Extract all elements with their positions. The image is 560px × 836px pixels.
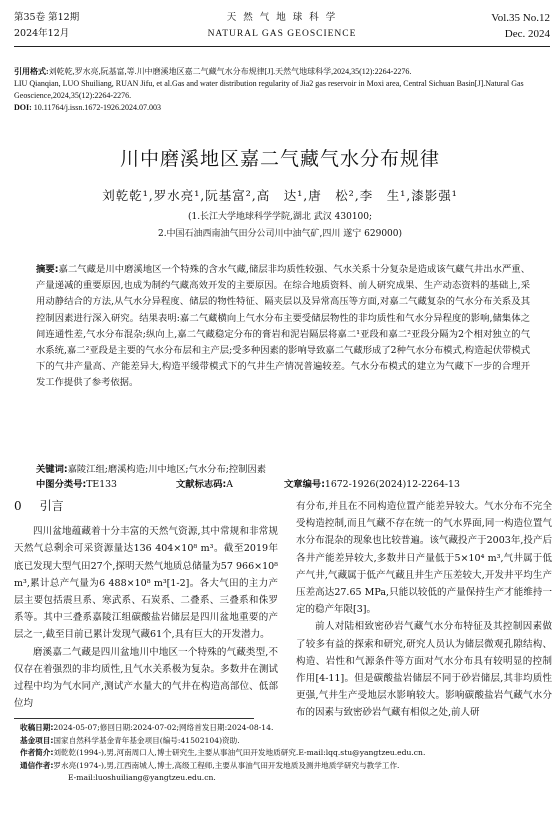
article-no-label: 文章编号: xyxy=(284,479,325,490)
header-right xyxy=(491,10,550,42)
body-paragraph: 磨溪嘉二气藏是四川盆地川中地区一个特殊的气藏类型,不仅存在着强烈的非均质性,且气水关系极为复杂。多数井在测试过程中均为气水同产,测试产水量大的气井在构造高部位、低部位均 xyxy=(14,646,278,710)
date-en: Dec. 2024 xyxy=(504,28,550,40)
journal-name-en: NATURAL GAS GEOSCIENCE xyxy=(207,29,357,39)
footnotes xyxy=(20,722,550,785)
clc-label: 中图分类号: xyxy=(36,479,87,490)
citation-en: LIU Qianqian, LUO Shuiliang, RUAN Jifu, et al.Gas and water distribution regularity of Jia2 gas reservoir in Moxi area, Central Sichuan Basin[J].Natural Gas Geoscience,2024,35(12):2264-2276. xyxy=(14,79,524,100)
citation-label: 引用格式: xyxy=(14,67,49,76)
footnote-text: E-mail:luoshuiliang@yangtzeu.edu.cn. xyxy=(68,773,216,783)
footnote-label: 基金项目: xyxy=(20,735,54,745)
footnote-label: 收稿日期: xyxy=(20,723,54,732)
footnote-label: 作者简介: xyxy=(20,748,54,758)
abstract-text: 嘉二气藏是川中磨溪地区一个特殊的含水气藏,储层非均质性较强、气水关系十分复杂是造成该气藏气井出水严重、产量递减的重要原因,也成为制约气藏高效开发的主要原因。在综合地质资料、前人研究成果、生产动态资料的基础上,采用动静结合的方法,从气水分异程度、储层的物性特征、隔夹层以及异常高压等方面,对嘉二气藏复杂的气水分布关系及其控制因素进行深入研究。结果表明:嘉二气藏横向上气水分布主要受储层物性的非均质性和气水分异程度的影响,储集体之间连通性差,气水分布混杂;纵向上,嘉二气藏稳定分布的膏岩和泥岩隔层将嘉二¹亚段和嘉二²亚段分隔为2个相对独立的气水系统,嘉二²亚段是主要的气水分布层和主产层;受多种因素的影响导致嘉二气藏形成了2种气水分布模式,构造起伏带模式下的气井产量高、产能差异大,构造平缓带模式下的气井生产情况普遍较差。气水分布模式的建立为气藏下一步的合理开发工作提供了参考依据。 xyxy=(36,264,530,389)
journal-name-cn: 天 然 气 地 球 科 学 xyxy=(226,12,338,23)
footnote-text: 2024-05-07;修回日期:2024-07-02;网络首发日期:2024-08-14. xyxy=(53,723,274,732)
affiliation-2: 2.中国石油西南油气田分公司川中油气矿,四川 遂宁 629000) xyxy=(157,229,403,239)
volume-cn: 第35卷 第12期 xyxy=(14,12,80,23)
doi-label: DOI: xyxy=(14,103,32,112)
article-meta xyxy=(36,462,530,492)
article-no-value: 1672-1926(2024)12-2264-13 xyxy=(324,479,460,490)
citation-cn: 刘乾乾,罗水亮,阮基富,等.川中磨溪地区嘉二气藏气水分布规律[J].天然气地球科学,2024,35(12):2264-2276. xyxy=(48,67,412,76)
keywords-label: 关键词: xyxy=(36,464,68,475)
affiliation-1: (1.长江大学地球科学学院,湖北 武汉 430100; xyxy=(187,212,373,222)
body-column-right xyxy=(296,498,552,722)
clc-value: TE133 xyxy=(86,479,117,490)
footnote-text: 罗水亮(1974-),男,江西南城人,博士,高级工程师,主要从事油气田开发地质及测井地质学研究与教学工作. xyxy=(53,760,400,770)
footnote-rule xyxy=(14,718,254,719)
date-cn: 2024年12月 xyxy=(14,28,70,39)
body-column-left xyxy=(14,498,278,712)
footnote-text: 国家自然科学基金青年基金项目(编号:41502104)资助. xyxy=(53,735,240,745)
citation-block xyxy=(14,66,550,114)
footnote-label: 通信作者: xyxy=(20,760,54,770)
doc-code-value: A xyxy=(226,479,233,490)
abstract-label: 摘要: xyxy=(36,264,59,275)
author-list: 刘乾乾¹,罗水亮¹,阮基富²,高 达¹,唐 松²,李 生¹,漆影强¹ xyxy=(102,188,458,203)
header-rule xyxy=(14,46,550,47)
doi-value: 10.11764/j.issn.1672-1926.2024.07.003 xyxy=(33,103,162,112)
abstract xyxy=(36,262,530,392)
article-title: 川中磨溪地区嘉二气藏气水分布规律 xyxy=(119,148,440,170)
body-paragraph: 四川盆地蕴藏着十分丰富的天然气资源,其中常规和非常规天然气总剩余可采资源量达136 404×10⁸ m³。截至2019年底已发现大型气田27个,探明天然气地质总储量为57 966×10⁸ m³,累计总产气量为6 488×10⁸ m³[1-2]。各大气田的主力产层主要包括震旦系、寒武系、石炭系、二叠系、三叠系和侏罗系等。其中三叠系嘉陵江组碳酸盐岩储层是四川盆地重要的产层之一,截至目前已累计发现气藏61个,具有巨大的开发潜力。 xyxy=(14,526,278,641)
running-header xyxy=(14,10,550,44)
footnote-text: 刘乾乾(1994-),男,河南周口人,博士研究生,主要从事油气田开发地质研究.E-mail:lqq.stu@yangtzeu.edu.cn. xyxy=(53,748,426,758)
section-heading xyxy=(14,498,278,515)
affiliations xyxy=(0,209,560,243)
body-paragraph-continued: 有分布,并且在不同构造位置产能差异较大。气水分布不完全受构造控制,而且气藏不存在统一的气水界面,同一构造位置气水分布混杂的现象也比较普遍。该气藏投产于2003年,投产后各井产能差异较大,多数井日产量低于5×10⁴ m³,气井属于低产气井,气藏属于低产气藏且井生产压差较大,开发井平均生产压差高达27.65 MPa,只能以较低的产量保持生产才能维持一定的稳产年限[3]。 xyxy=(296,501,552,616)
body-paragraph: 前人对陆相致密砂岩气藏气水分布特征及其控制因素做了较多有益的探索和研究,研究人员认为储层微观孔隙结构、构造、岩性和气源条件等方面对气水分布具有较明显的控制作用[4-11]。但是碳酸盐岩储层不同于砂岩储层,其非均质性更强,气井生产受地层水影响较大。影响碳酸盐岩气藏气水分布的因素与致密砂岩气藏有相似之处,前人研 xyxy=(296,621,552,719)
section-number: 0 xyxy=(14,499,22,513)
doc-code-label: 文献标志码: xyxy=(176,479,227,490)
header-center xyxy=(14,10,550,42)
volume-en: Vol.35 No.12 xyxy=(491,12,550,24)
keywords-text: 嘉陵江组;磨溪构造;川中地区;气水分布;控制因素 xyxy=(67,464,267,475)
section-title: 引言 xyxy=(39,499,64,513)
